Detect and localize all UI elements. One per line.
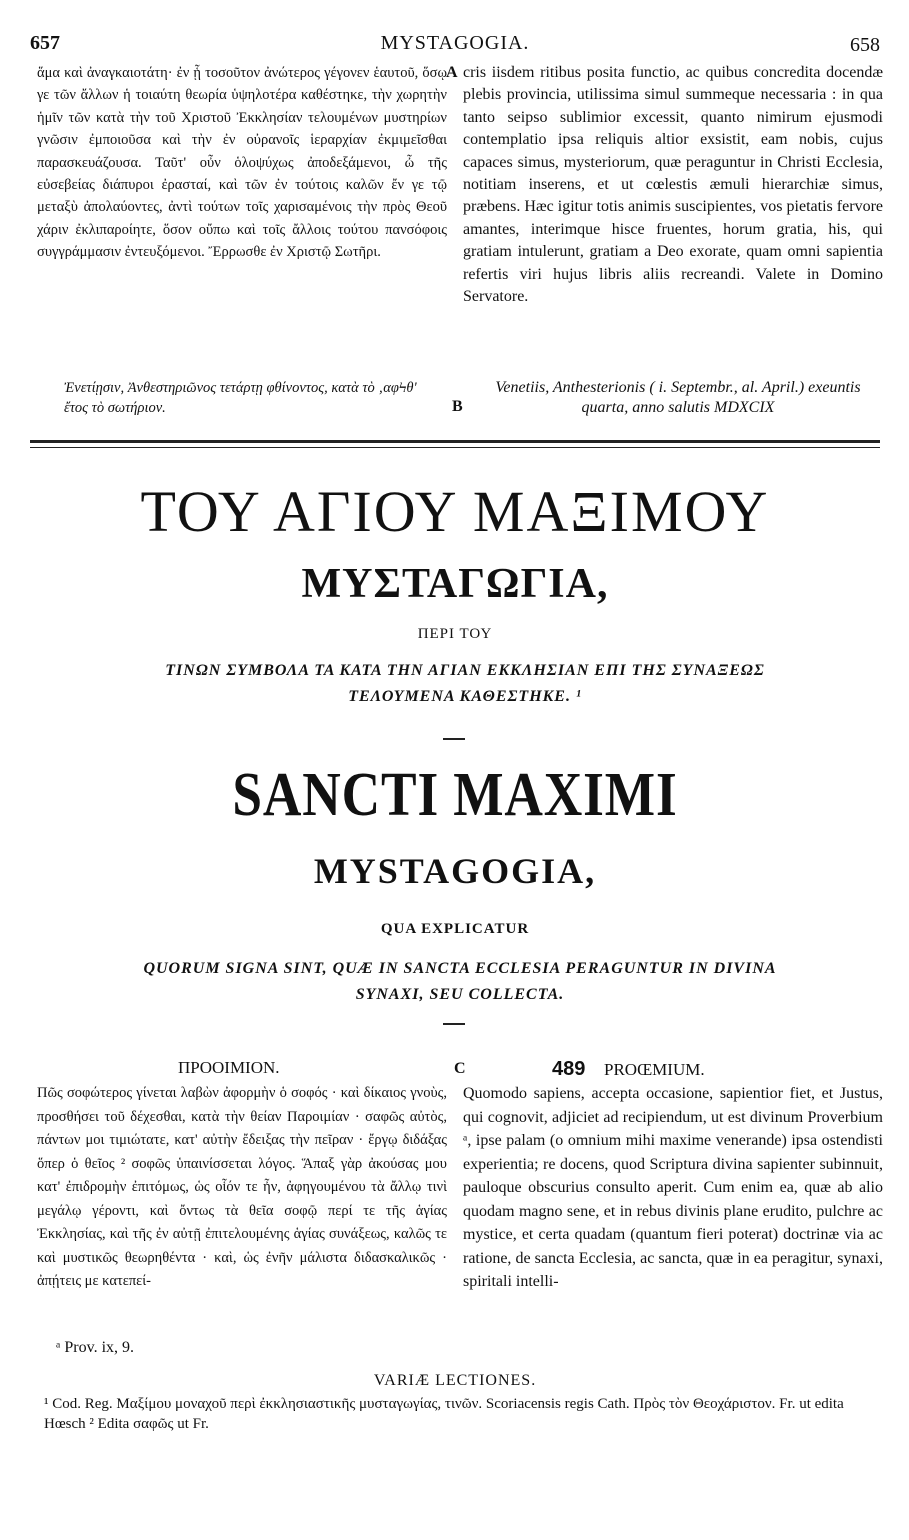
margin-marker-c: C [454, 1060, 466, 1077]
greek-continuation-text: ἅμα καὶ ἀναγκαιοτάτη· ἐν ᾗ τοσοῦτον ἀνώτερος γέγονεν ἑαυτοῦ, ὅσῳ γε τῶν ἄλλων ἡ τοιαύτη θεωρία ὑψηλοτέρα καθέστηκε, τὴν χωρητὴν ἡμῖν τῶν κατὰ τὴν τοῦ Χριστοῦ Ἐκκλησίαν τελουμένων μυστηρίων γνῶσιν ἐμποιοῦσα καὶ τὴν ἐν οὐρανοῖς ἱεραρχίαν ἐκμιμεῖσθαι παρασκευάζουσα. Ταῦτ' οὖν ὁλοψύχως ἀποδεξάμενοι, ὦ τῆς εὐσεβείας διάπυροι ἐρασταί, καὶ τῶν ἐν τούτοις καλῶν ἔν γε τῷ μεταξὺ ἀπολαύοντες, ἀντὶ τούτων τοῖς χαρισαμένοις τὴν πρὸς Θεοῦ χάριν ἐκλιπαροίητε, ὅσον οὔπω καὶ τοῖς ἄλλοις τούτου πανσόφοις συγγράμμασιν ἐντευξόμενοι. Ἔρρωσθε ἐν Χριστῷ Σωτῆρι. [37, 65, 447, 261]
latin-title-work: MYSTAGOGIA, [313, 851, 597, 891]
greek-prooemium-text: Πῶς σοφώτερος γίνεται λαβὼν ἀφορμὴν ὁ σοφός · καὶ δίκαιος γνοὺς, προσθήσει τοῦ δέχεσθαι, κατὰ τὴν θείαν Παροιμίαν · σαφῶς αὐτὸς, πάντων μοι τιμιώτατε, κατ' αὐτὴν ἔδειξας τὴν πεῖραν · ἔργῳ διδάξας ὅπερ ὁ θεῖος ² σοφῶς ὑπαινίσσεται λόγος. Ἅπαξ γὰρ ἀκούσας μου κατ' ἐπιδρομὴν ἐπιτόμως, ὡς οἷόν τε ἦν, ἀφηγουμένου τὰ ἄλλῳ τινὶ μεγάλῳ γέροντι, καὶ ὄντως τὰ θεῖα σοφῷ περί τε τῆς ἁγίας Ἐκκλησίας, καὶ τῆς ἐν αὐτῇ ἐπιτελουμένης ἁγίας συνάξεως, καλῶς τε καὶ μυστικῶς θεωρηθέντα · καὶ, ὡς ἐνῆν μάλιστα διδασκαλικῶς · ἀπῄτεις με κατεπεί- [37, 1085, 447, 1289]
section-separator-thick [30, 440, 880, 443]
section-separator-thin [30, 447, 880, 448]
greek-date-line: Ἐνετίῃσιν, Ἀνθεστηριῶνος τετάρτῃ φθίνοντος, κατὰ τὸ ‚αφϞθ' ἔτος τὸ σωτήριον. [64, 380, 417, 416]
greek-section-heading: ΠΡΟΟΙΜΙΟΝ. [178, 1058, 280, 1077]
margin-marker-b: B [452, 398, 463, 415]
variae-lectiones-text: ¹ Cod. Reg. Μαξίμου μοναχοῦ περὶ ἐκκλησιαστικῆς μυσταγωγίας, τινῶν. Scoriacensis regis Cath. Πρὸς τὸν Θεοχάριστον. Fr. ut edita Hœsch ² Edita σαφῶς ut Fr. [44, 1396, 844, 1432]
greek-subtitle: ΤΙΝΩΝ ΣΥΜΒΟΛΑ ΤΑ ΚΑΤΑ ΤΗΝ ΑΓΙΑΝ ΕΚΚΛΗΣΙΑΝ ΕΠΙ ΤΗΣ ΣΥΝΑΞΕΩΣ ΤΕΛΟΥΜΕΝΑ ΚΑΘΕΣΤΗΚΕ. ¹ [165, 662, 765, 705]
latin-section-heading: PROŒMIUM. [604, 1060, 705, 1079]
margin-marker-a: A [446, 64, 458, 81]
latin-prooemium-text: Quomodo sapiens, accepta occasione, sapientior fiet, et Justus, qui cognovit, adjiciet ad recipiendum, ut est divinum Proverbium ᵃ, ipse palam (o omnium mihi maxime venerande) ipsa ostendisti experientia; re docens, quod Scriptura divina sapienter subinnuit, pauloque obscurius consulto aperit. Cum enim ea, quæ ab alio quodam magno sene, et in rebus divinis plane erudito, pulchre ac mystice, et certa quadam (quantum fieri poterat) doctrinæ via ac ratione, de sancta Ecclesia, ac sancta, quæ in ea peragitur, synaxi, spiritali intelli- [463, 1085, 883, 1290]
latin-date-line: Venetiis, Anthesterionis ( i. Septembr., al. April.) exeuntis quarta, anno salutis MDXCIX [495, 379, 861, 416]
latin-continuation-text: cris iisdem ritibus posita functio, ac quibus concredita docendæ plebis provincia, utilissima simul summeque necessaria : in qua tanto seipso sublimior excessit, quanto nimirum ejusmodi contemplatio ipsa reliquis altior exsistit, eam nobis, cujus capaces simus, mysteriorum, quæ peraguntur in Christi Ecclesia, notitiam inserens, et ut cœlestis æmuli hierarchiæ simus, præbens. Hæc igitur totis animis suscipientes, vos pietatis fervore amantes, interimque hisce fruentes, horum gratia, his, qui gratiam intulerunt, gratiam a Deo exorate, quam omni sapientia refertis viri hujus libris aliis recreandi. Valete in Domino Servatore. [463, 64, 883, 306]
latin-subtitle: QUORUM SIGNA SINT, QUÆ IN SANCTA ECCLESIA PERAGUNTUR IN DIVINA SYNAXI, SEU COLLECTA. [143, 960, 777, 1003]
title-divider-dash-2 [443, 1023, 465, 1025]
greek-title-work: ΜΥΣΤΑΓΩΓΙΑ, [301, 561, 609, 607]
variae-lectiones-heading: VARIÆ LECTIONES. [373, 1372, 537, 1389]
greek-title-main: ΤΟΥ ΑΓΙΟΥ ΜΑΞΙΜΟΥ [140, 479, 770, 544]
page-number-left: 657 [30, 32, 60, 54]
title-divider-dash [443, 738, 465, 740]
page-number-right: 658 [850, 34, 880, 56]
scripture-footnote: ᵃ Prov. ix, 9. [56, 1339, 135, 1356]
running-title: MYSTAGOGIA. [380, 32, 530, 54]
running-header [30, 30, 880, 60]
greek-title-peri: ΠΕΡΙ ΤΟΥ [417, 626, 493, 642]
latin-title-explicatur: QUA EXPLICATUR [380, 921, 530, 937]
column-number-489: 489 [552, 1058, 586, 1080]
latin-title-main: SANCTI MAXIMI [232, 761, 678, 829]
